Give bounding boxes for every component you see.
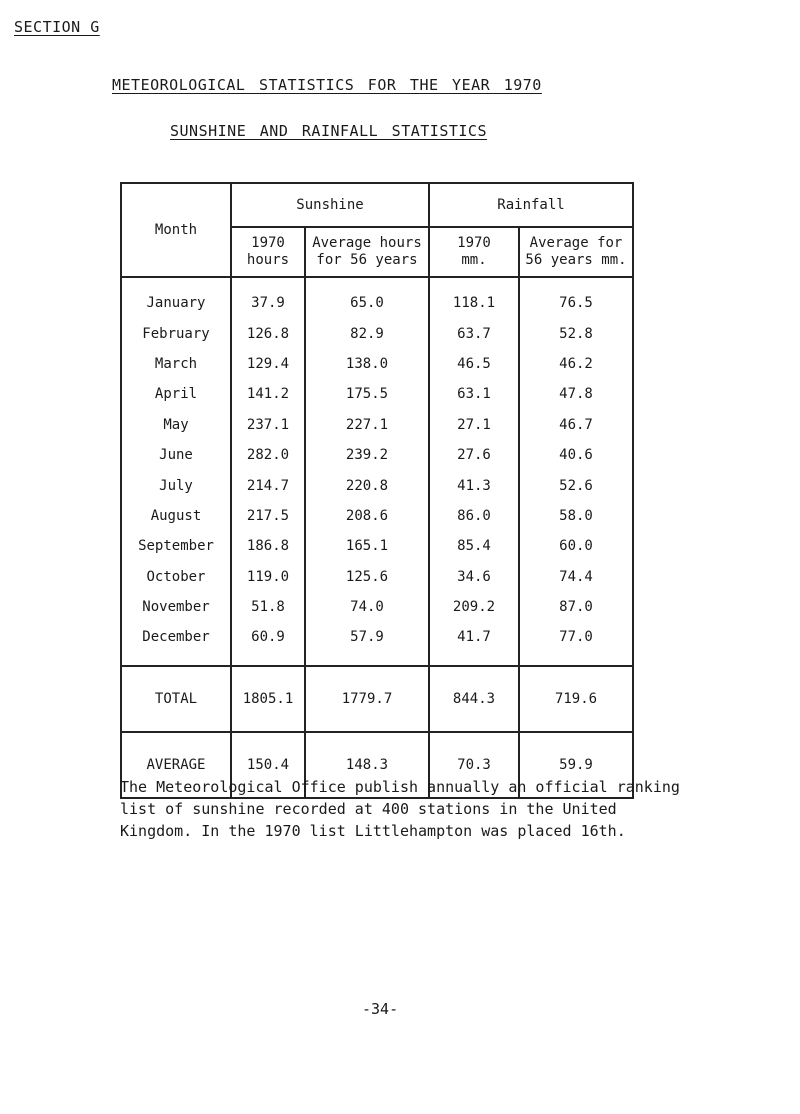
total-label: TOTAL [121, 666, 231, 732]
sun-average-cell: 175.5 [305, 379, 429, 409]
sun-average-cell: 227.1 [305, 410, 429, 440]
table-row [121, 349, 633, 379]
page-subtitle: SUNSHINE AND RAINFALL STATISTICS [170, 122, 487, 140]
rain-1970-header-line1: 1970 [457, 235, 491, 251]
rain-1970-cell: 41.3 [429, 470, 519, 500]
sun-1970-header [231, 227, 305, 277]
sun-average-cell: 57.9 [305, 622, 429, 652]
average-sun-1970: 150.4 [231, 732, 305, 798]
table-row [121, 410, 633, 440]
month-header: Month [121, 183, 231, 277]
table-row [121, 622, 633, 652]
table-row [121, 379, 633, 409]
month-cell: November [121, 592, 231, 622]
rain-average-cell: 52.6 [519, 470, 633, 500]
month-cell: August [121, 501, 231, 531]
sun-1970-cell: 119.0 [231, 562, 305, 592]
sun-average-header [305, 227, 429, 277]
month-cell: January [121, 288, 231, 318]
month-cell: June [121, 440, 231, 470]
average-rain-1970: 70.3 [429, 732, 519, 798]
table-row [121, 531, 633, 561]
sun-1970-header-line1: 1970 [251, 235, 285, 251]
total-sun-average: 1779.7 [305, 666, 429, 732]
sun-1970-cell: 186.8 [231, 531, 305, 561]
rain-average-cell: 52.8 [519, 318, 633, 348]
table-row [121, 288, 633, 318]
rain-1970-header-line2: mm. [461, 252, 487, 268]
month-rows [121, 288, 633, 653]
sun-average-cell: 138.0 [305, 349, 429, 379]
sun-average-cell: 220.8 [305, 470, 429, 500]
sun-1970-cell: 214.7 [231, 470, 305, 500]
sun-average-cell: 65.0 [305, 288, 429, 318]
table-row [121, 440, 633, 470]
sun-average-header-line2: for 56 years [316, 252, 418, 268]
sun-1970-cell: 141.2 [231, 379, 305, 409]
total-row [121, 666, 633, 732]
sun-1970-cell: 282.0 [231, 440, 305, 470]
rain-average-cell: 46.7 [519, 410, 633, 440]
rain-1970-cell: 118.1 [429, 288, 519, 318]
rain-1970-cell: 63.7 [429, 318, 519, 348]
sun-1970-cell: 237.1 [231, 410, 305, 440]
sun-1970-cell: 126.8 [231, 318, 305, 348]
total-rain-1970: 844.3 [429, 666, 519, 732]
month-cell: April [121, 379, 231, 409]
rain-average-cell: 76.5 [519, 288, 633, 318]
total-sun-1970: 1805.1 [231, 666, 305, 732]
month-cell: September [121, 531, 231, 561]
rain-1970-cell: 86.0 [429, 501, 519, 531]
month-cell: October [121, 562, 231, 592]
sunshine-rainfall-table [120, 182, 634, 799]
rain-1970-cell: 27.1 [429, 410, 519, 440]
rain-1970-cell: 46.5 [429, 349, 519, 379]
sun-average-cell: 208.6 [305, 501, 429, 531]
table-row [121, 592, 633, 622]
month-cell: March [121, 349, 231, 379]
page-number: -34- [362, 1000, 399, 1018]
rain-1970-cell: 209.2 [429, 592, 519, 622]
rainfall-header: Rainfall [429, 183, 633, 227]
rain-average-cell: 47.8 [519, 379, 633, 409]
sun-average-header-line1: Average hours [312, 235, 422, 251]
month-cell: May [121, 410, 231, 440]
table-row [121, 562, 633, 592]
rain-average-header [519, 227, 633, 277]
page-title: METEOROLOGICAL STATISTICS FOR THE YEAR 1970 [112, 76, 542, 94]
sun-1970-cell: 37.9 [231, 288, 305, 318]
sun-average-cell: 74.0 [305, 592, 429, 622]
rain-average-cell: 77.0 [519, 622, 633, 652]
sun-1970-cell: 60.9 [231, 622, 305, 652]
ranking-note: The Meteorological Office publish annually an official ranking list of sunshine recorded at 400 stations in the United Kingdom. In the 1970 list Littlehampton was placed 16th. [120, 778, 680, 840]
month-cell: February [121, 318, 231, 348]
table-row [121, 318, 633, 348]
rain-average-header-line2: 56 years mm. [525, 252, 627, 268]
rain-average-cell: 60.0 [519, 531, 633, 561]
rain-1970-cell: 63.1 [429, 379, 519, 409]
sunshine-header: Sunshine [231, 183, 429, 227]
rain-average-cell: 74.4 [519, 562, 633, 592]
average-label: AVERAGE [121, 732, 231, 798]
rain-1970-cell: 34.6 [429, 562, 519, 592]
sun-1970-header-line2: hours [246, 252, 290, 268]
sun-1970-cell: 129.4 [231, 349, 305, 379]
rain-average-cell: 40.6 [519, 440, 633, 470]
average-rain-average: 59.9 [519, 732, 633, 798]
average-sun-average: 148.3 [305, 732, 429, 798]
table-spacer [121, 277, 633, 288]
rain-average-header-line1: Average for [529, 235, 623, 251]
table-row [121, 470, 633, 500]
section-label: SECTION G [14, 18, 100, 36]
sun-1970-cell: 217.5 [231, 501, 305, 531]
sun-average-cell: 125.6 [305, 562, 429, 592]
rain-average-cell: 87.0 [519, 592, 633, 622]
sun-1970-cell: 51.8 [231, 592, 305, 622]
total-rain-average: 719.6 [519, 666, 633, 732]
month-cell: December [121, 622, 231, 652]
sun-average-cell: 82.9 [305, 318, 429, 348]
rain-1970-header [429, 227, 519, 277]
month-cell: July [121, 470, 231, 500]
rain-average-cell: 58.0 [519, 501, 633, 531]
sun-average-cell: 165.1 [305, 531, 429, 561]
rain-1970-cell: 85.4 [429, 531, 519, 561]
table-gap [121, 653, 633, 666]
table-row [121, 501, 633, 531]
rain-average-cell: 46.2 [519, 349, 633, 379]
rain-1970-cell: 27.6 [429, 440, 519, 470]
rain-1970-cell: 41.7 [429, 622, 519, 652]
sun-average-cell: 239.2 [305, 440, 429, 470]
